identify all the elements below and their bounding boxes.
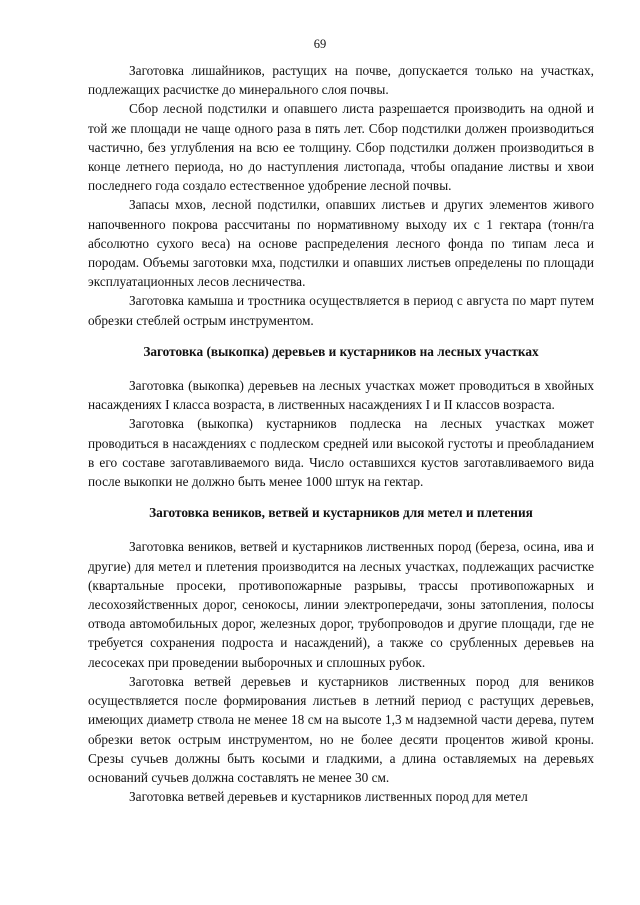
paragraph: Заготовка лишайников, растущих на почве, допускается только на участках, подлежащих расчистке до минерального слоя почвы. [88, 63, 594, 98]
section-heading: Заготовка веников, ветвей и кустарников для метел и плетения [149, 505, 533, 521]
section-heading: Заготовка (выкопка) деревьев и кустарников на лесных участках [143, 343, 539, 359]
paragraph: Заготовка камыша и тростника осуществляется в период с августа по март путем обрезки стеблей острым инструментом. [88, 293, 594, 328]
paragraph: Заготовка ветвей деревьев и кустарников лиственных пород для веников осуществляется после формирования листьев в летний период с растущих деревьев, имеющих диаметр ствола не менее 18 см на высоте 1,3 м надземной части дерева, путем обрезки веток острым инструментом, но не более десяти процентов живой кроны. Срезы сучьев должны быть косыми и гладкими, а длина оставляемых на деревьях оснований сучьев должна составлять не менее 30 см. [88, 673, 594, 785]
paragraph: Заготовка веников, ветвей и кустарников лиственных пород (береза, осина, ива и другие) для метел и плетения производится на лесных участках, подлежащих расчистке (квартальные просеки, противопожарные разрывы, трассы противопожарных и лесохозяйственных дорог, сенокосы, линии электропередачи, зоны затопления, полосы отвода автомобильных дорог, железных дорог, трубопроводов и другие площади, где не требуется сохранения подроста и насаждений), а также со срубленных деревьев на лесосеках при проведении выборочных и сплошных рубок. [88, 539, 594, 670]
paragraph: Заготовка ветвей деревьев и кустарников лиственных пород для метел [129, 789, 528, 805]
page-content [88, 61, 594, 806]
paragraph: Запасы мхов, лесной подстилки, опавших листьев и других элементов живого напочвенного покрова рассчитаны по нормативному выходу их с 1 гектара (тонн/га абсолютно сухого веса) на основе распределения лесного фонда по типам леса и породам. Объемы заготовки мха, подстилки и опавших листьев определены по площади эксплуатационных лесов лесничества. [88, 197, 594, 290]
page-number: 69 [313, 37, 327, 51]
paragraph: Сбор лесной подстилки и опавшего листа разрешается производить на одной и той же площади не чаще одного раза в пять лет. Сбор подстилки должен производиться частично, без углубления на всю ее толщину. Сбор подстилки должен производиться в конце летнего периода, но до наступления листопада, чтобы опадание листвы и хвои последнего года создало естественное удобрение лесной почвы. [88, 101, 594, 194]
paragraph: Заготовка (выкопка) кустарников подлеска на лесных участках может проводиться в насаждениях с подлеском средней или высокой густоты и преобладанием в его составе заготавливаемого вида. Число оставшихся кустов заготавливаемого вида после выкопки не должно быть менее 1000 штук на гектар. [88, 416, 594, 490]
paragraph: Заготовка (выкопка) деревьев на лесных участках может проводиться в хвойных насаждениях I класса возраста, в лиственных насаждениях I и II классов возраста. [88, 378, 594, 413]
